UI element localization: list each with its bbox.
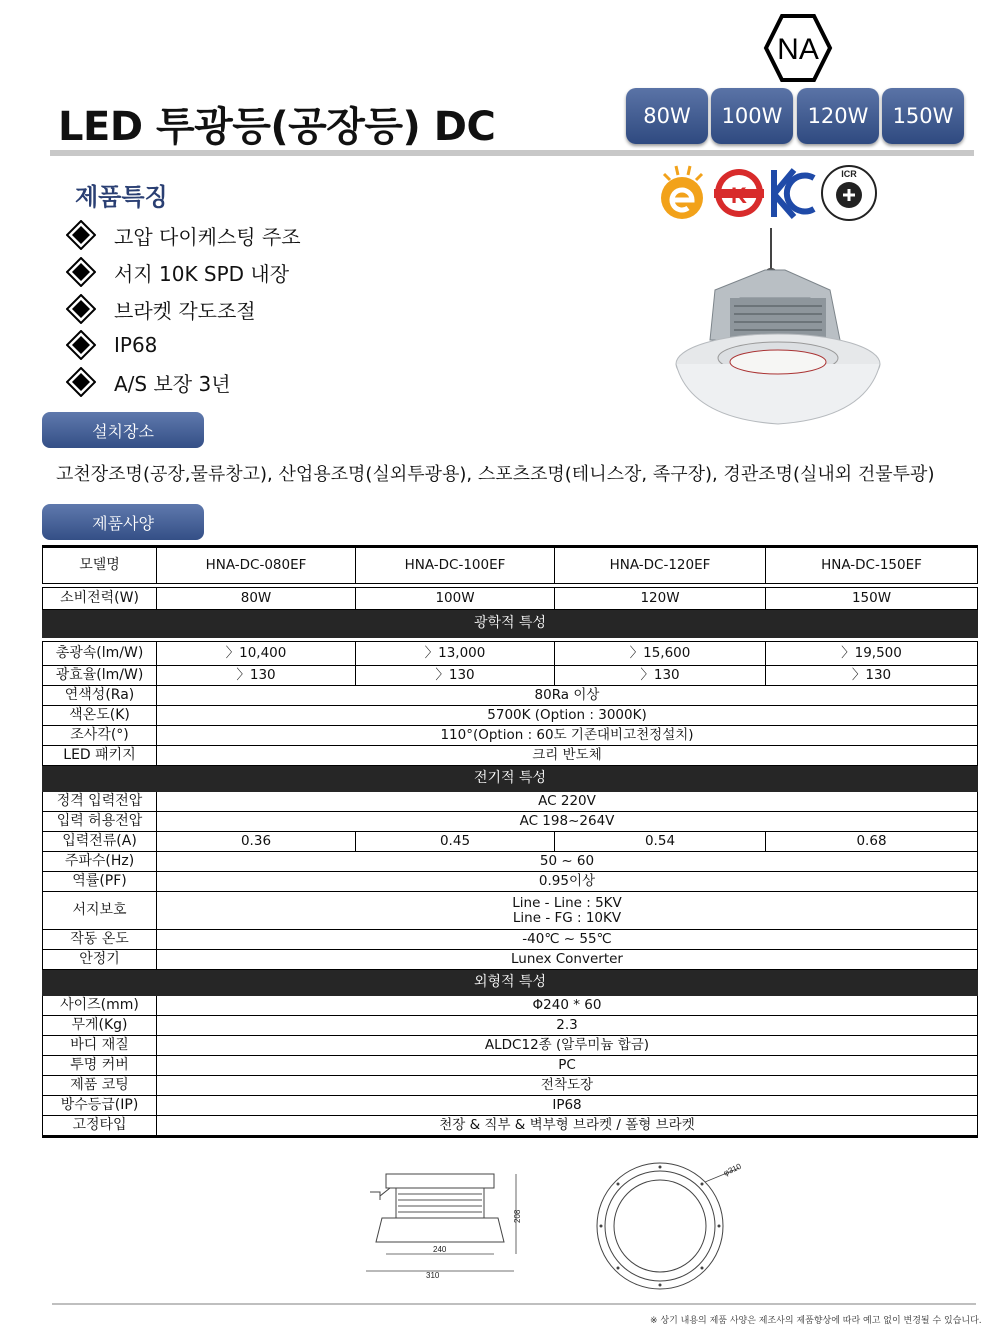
section-row <box>43 766 978 792</box>
cell: 80Ra 이상 <box>157 686 978 706</box>
row-label: 서지보호 <box>43 892 157 930</box>
footer-note: ※ 상기 내용의 제품 사양은 제조사의 제품향상에 따라 예고 없이 변경될 수 있습니다. <box>650 1316 982 1326</box>
table-row <box>43 547 978 584</box>
section-heading: 전기적 특성 <box>43 766 978 792</box>
row-label: 사이즈(mm) <box>43 996 157 1016</box>
title-divider <box>50 150 974 156</box>
section-heading: 외형적 특성 <box>43 970 978 996</box>
cell: ALDC12종 (알루미늄 합금) <box>157 1036 978 1056</box>
cell: 120W <box>555 588 766 610</box>
row-label: 총광속(lm/W) <box>43 642 157 666</box>
feature-item <box>66 294 256 324</box>
diamond-bullet-icon <box>66 220 96 250</box>
row-label: 모델명 <box>43 547 157 584</box>
na-badge-text: NA <box>777 33 819 66</box>
table-row <box>43 746 978 766</box>
row-label: 투명 커버 <box>43 1056 157 1076</box>
spec-table <box>42 545 978 1138</box>
table-row <box>43 1076 978 1096</box>
row-label: 바디 재질 <box>43 1036 157 1056</box>
table-row <box>43 706 978 726</box>
diamond-bullet-icon <box>66 330 96 360</box>
table-row <box>43 1036 978 1056</box>
cell: 전착도장 <box>157 1076 978 1096</box>
e-efficiency-icon <box>652 162 712 222</box>
diamond-bullet-icon <box>66 367 96 397</box>
dim-phi310-label: φ310 <box>722 1161 743 1178</box>
section-row <box>43 970 978 996</box>
cell: 천장 & 직부 & 벽부형 브라켓 / 폴형 브라켓 <box>157 1116 978 1137</box>
table-row <box>43 950 978 970</box>
cell: 〉19,500 <box>766 642 978 666</box>
cell: 〉130 <box>356 666 555 686</box>
surge-line-1: Line - Line : 5KV <box>512 894 622 911</box>
row-label: LED 패키지 <box>43 746 157 766</box>
feature-text: IP68 <box>114 333 158 357</box>
page-title: LED 투광등(공장등) DC <box>58 104 496 150</box>
feature-item <box>66 367 231 397</box>
table-row <box>43 1116 978 1137</box>
k-mark-icon <box>712 166 767 221</box>
table-row <box>43 892 978 930</box>
row-label: 무게(Kg) <box>43 1016 157 1036</box>
row-label: 주파수(Hz) <box>43 852 157 872</box>
row-label: 색온도(K) <box>43 706 157 726</box>
dim-208-label: 208 <box>513 1209 522 1223</box>
cell: 5700K (Option : 3000K) <box>157 706 978 726</box>
section-row <box>43 610 978 638</box>
cell: 0.45 <box>356 832 555 852</box>
feature-item <box>66 330 157 360</box>
cell: PC <box>157 1056 978 1076</box>
row-label: 고정타입 <box>43 1116 157 1137</box>
footer-divider <box>52 1303 976 1305</box>
section-heading: 광학적 특성 <box>43 610 978 638</box>
row-label: 제품 코팅 <box>43 1076 157 1096</box>
table-row <box>43 812 978 832</box>
svg-text:K: K <box>731 183 747 208</box>
row-label: 입력전류(A) <box>43 832 157 852</box>
watt-100-button[interactable]: 100W <box>711 88 793 144</box>
row-label: 작동 온도 <box>43 930 157 950</box>
row-label: 소비전력(W) <box>43 588 157 610</box>
table-row <box>43 996 978 1016</box>
watt-150-button[interactable]: 150W <box>882 88 964 144</box>
cell: 80W <box>157 588 356 610</box>
diamond-bullet-icon <box>66 294 96 324</box>
row-label: 조사각(°) <box>43 726 157 746</box>
cell: 50 ~ 60 <box>157 852 978 872</box>
kc-mark-icon <box>768 166 818 221</box>
row-label: 안정기 <box>43 950 157 970</box>
diamond-bullet-icon <box>66 257 96 287</box>
features-heading: 제품특징 <box>75 183 168 211</box>
cell: 크리 반도체 <box>157 746 978 766</box>
dim-310-label: 310 <box>426 1271 440 1280</box>
cell: HNA-DC-100EF <box>356 547 555 584</box>
cell: 0.36 <box>157 832 356 852</box>
cell: 2.3 <box>157 1016 978 1036</box>
table-row <box>43 642 978 666</box>
row-label: 입력 허용전압 <box>43 812 157 832</box>
dim-240-label: 240 <box>433 1245 447 1254</box>
cell: AC 220V <box>157 792 978 812</box>
cell: 0.95이상 <box>157 872 978 892</box>
cell: 〉10,400 <box>157 642 356 666</box>
surge-line-2: Line - FG : 10KV <box>512 909 622 926</box>
table-row <box>43 1056 978 1076</box>
table-row <box>43 792 978 812</box>
cell: HNA-DC-150EF <box>766 547 978 584</box>
feature-item <box>66 257 289 287</box>
watt-120-button[interactable]: 120W <box>797 88 879 144</box>
side-view-drawing <box>360 1168 530 1286</box>
cell: 150W <box>766 588 978 610</box>
row-label: 정격 입력전압 <box>43 792 157 812</box>
row-label: 연색성(Ra) <box>43 686 157 706</box>
table-row <box>43 588 978 610</box>
feature-text: 고압 다이케스팅 주조 <box>114 224 301 249</box>
table-row <box>43 726 978 746</box>
cell: 〉130 <box>555 666 766 686</box>
row-label: 광효율(lm/W) <box>43 666 157 686</box>
watt-80-button[interactable]: 80W <box>626 88 708 144</box>
install-locations-text: 고천장조명(공장,물류창고), 산업용조명(실외투광용), 스포츠조명(테니스장, 족구장), 경관조명(실내외 건물투광) <box>56 464 935 485</box>
cell: 〉13,000 <box>356 642 555 666</box>
cell: 100W <box>356 588 555 610</box>
feature-text: 브라켓 각도조절 <box>114 298 256 323</box>
table-row <box>43 1016 978 1036</box>
na-hexagon-badge <box>762 12 834 84</box>
cell: 0.54 <box>555 832 766 852</box>
feature-text: 서지 10K SPD 내장 <box>114 261 290 286</box>
product-photo <box>670 228 900 433</box>
table-row <box>43 872 978 892</box>
icr-mark-icon <box>820 164 878 222</box>
table-row <box>43 930 978 950</box>
cell: 0.68 <box>766 832 978 852</box>
table-row <box>43 832 978 852</box>
install-heading-pill: 설치장소 <box>42 412 204 448</box>
table-row <box>43 1096 978 1116</box>
svg-text:ICR: ICR <box>841 169 857 179</box>
cell: HNA-DC-120EF <box>555 547 766 584</box>
cell: 〉130 <box>766 666 978 686</box>
cell: Lunex Converter <box>157 950 978 970</box>
row-label: 역률(PF) <box>43 872 157 892</box>
cell: 〉130 <box>157 666 356 686</box>
cell: AC 198~264V <box>157 812 978 832</box>
table-row <box>43 666 978 686</box>
cell: Φ240 * 60 <box>157 996 978 1016</box>
table-row <box>43 852 978 872</box>
feature-text: A/S 보장 3년 <box>114 371 231 396</box>
cell <box>157 892 978 930</box>
cell: IP68 <box>157 1096 978 1116</box>
row-label: 방수등급(IP) <box>43 1096 157 1116</box>
cell: 〉15,600 <box>555 642 766 666</box>
table-row <box>43 686 978 706</box>
feature-item <box>66 220 301 250</box>
cell: 110°(Option : 60도 기존대비고천정설치) <box>157 726 978 746</box>
spec-heading-pill: 제품사양 <box>42 504 204 540</box>
cell: -40℃ ~ 55℃ <box>157 930 978 950</box>
top-view-drawing <box>575 1160 755 1292</box>
cell: HNA-DC-080EF <box>157 547 356 584</box>
